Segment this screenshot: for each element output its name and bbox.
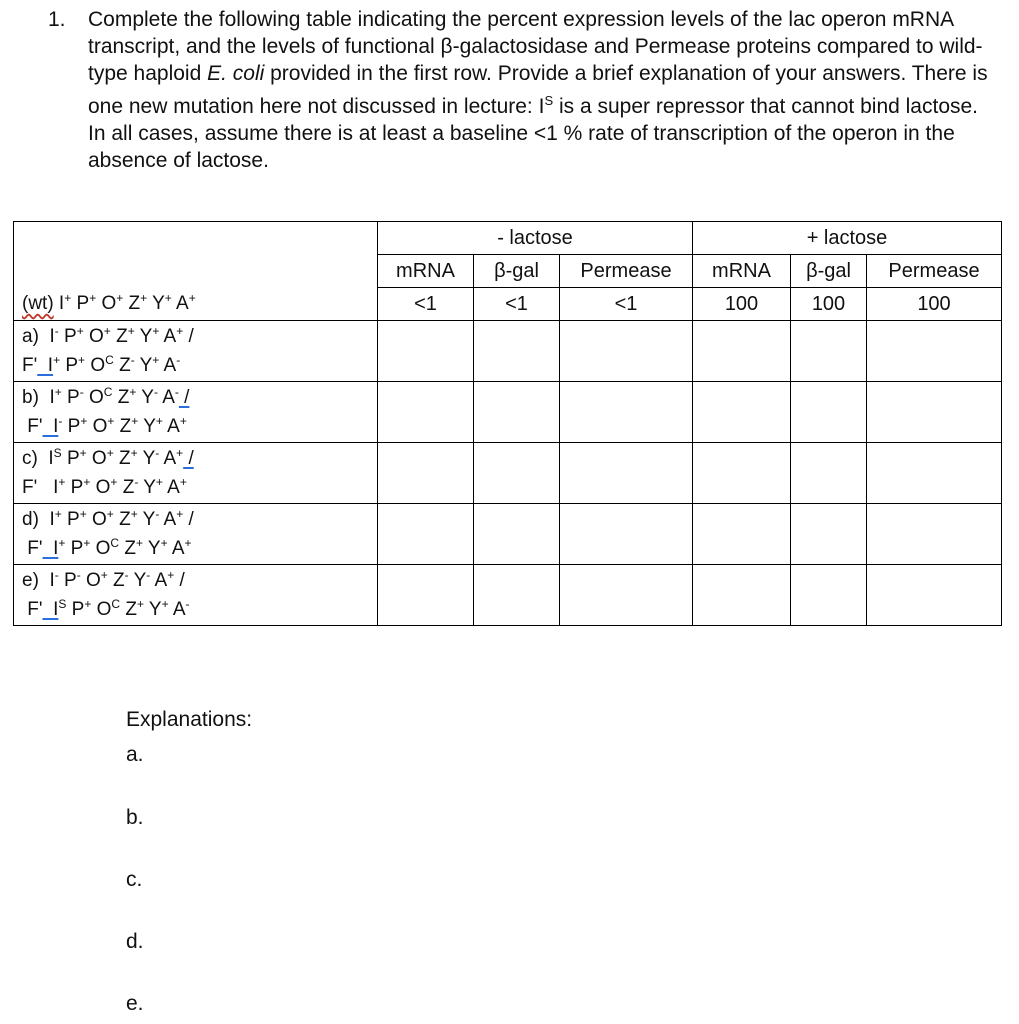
genotype-header-cell bbox=[14, 222, 378, 255]
table-cell: 100 bbox=[867, 288, 1002, 321]
col-header-permease-plus: Permease bbox=[867, 255, 1002, 288]
answer-cell[interactable] bbox=[474, 382, 560, 443]
question-text: Complete the following table indicating the percent expression levels of the lac operon mRNA transcript, and the levels of functional β-galactosidase and Permease proteins compared to wild-type haploid E. coli provided in the first row. Provide a brief explanation of your answers. There is one new mutation here not discussed in lecture: $I^S$ is a super repressor that cannot bind lactose. In all cases, assume there is at least a baseline <1 % rate of transcription of the operon in the absence of lactose. bbox=[88, 8, 988, 172]
answer-cell[interactable] bbox=[560, 443, 693, 504]
table-cell: <1 bbox=[378, 288, 474, 321]
answer-cell[interactable] bbox=[791, 565, 867, 626]
answer-cell[interactable] bbox=[867, 504, 1002, 565]
explanation-label-c: c. bbox=[126, 868, 143, 891]
minus-lactose-header: - lactose bbox=[378, 222, 693, 255]
col-header-bgal-plus: β-gal bbox=[791, 255, 867, 288]
genotype-a: a) I- P+ O+ Z+ Y+ A+ / F' I+ P+ $O^C$ Z- Y+ A- bbox=[14, 321, 378, 382]
answer-cell[interactable] bbox=[474, 443, 560, 504]
answer-cell[interactable] bbox=[378, 321, 474, 382]
table-row-a bbox=[14, 321, 1002, 382]
answer-cell[interactable] bbox=[693, 565, 791, 626]
col-header-bgal-minus: β-gal bbox=[474, 255, 560, 288]
table-cell: 100 bbox=[693, 288, 791, 321]
table-group-header-row bbox=[14, 222, 1002, 255]
explanation-label-b: b. bbox=[126, 806, 144, 829]
answer-cell[interactable] bbox=[693, 382, 791, 443]
answer-cell[interactable] bbox=[378, 443, 474, 504]
answer-cell[interactable] bbox=[867, 565, 1002, 626]
answer-cell[interactable] bbox=[474, 565, 560, 626]
answer-cell[interactable] bbox=[791, 443, 867, 504]
genotype-d: d) I+ P+ O+ Z+ Y- A+ / F' I+ P+ $O^C$ Z+ Y+ A+ bbox=[14, 504, 378, 565]
answer-cell[interactable] bbox=[378, 382, 474, 443]
answer-cell[interactable] bbox=[560, 565, 693, 626]
answer-cell[interactable] bbox=[474, 504, 560, 565]
col-header-mrna-plus: mRNA bbox=[693, 255, 791, 288]
answer-cell[interactable] bbox=[693, 321, 791, 382]
answer-cell[interactable] bbox=[791, 382, 867, 443]
col-header-mrna-minus: mRNA bbox=[378, 255, 474, 288]
table-column-header-row bbox=[14, 255, 1002, 288]
table-row-b bbox=[14, 382, 1002, 443]
explanation-label-e: e. bbox=[126, 992, 144, 1015]
answer-cell[interactable] bbox=[378, 504, 474, 565]
table-cell: <1 bbox=[474, 288, 560, 321]
genotype-c: c) $I^S$ P+ O+ Z+ Y- A+ / F' I+ P+ O+ Z- Y+ A+ bbox=[14, 443, 378, 504]
table-cell: 100 bbox=[791, 288, 867, 321]
table-row-e bbox=[14, 565, 1002, 626]
explanation-label-a: a. bbox=[126, 743, 144, 766]
expression-table bbox=[13, 221, 1002, 626]
genotype-wt: (wt) I+ P+ O+ Z+ Y+ A+ bbox=[14, 288, 378, 321]
table-row-c bbox=[14, 443, 1002, 504]
answer-cell[interactable] bbox=[560, 504, 693, 565]
explanation-label-d: d. bbox=[126, 930, 144, 953]
answer-cell[interactable] bbox=[474, 321, 560, 382]
question-number: 1. bbox=[48, 8, 66, 31]
genotype-e: e) I- P- O+ Z- Y- A+ / F' $I^S$ P+ $O^C$ Z+ Y+ A- bbox=[14, 565, 378, 626]
table-row-wt bbox=[14, 288, 1002, 321]
answer-cell[interactable] bbox=[693, 443, 791, 504]
answer-cell[interactable] bbox=[560, 382, 693, 443]
table-row-d bbox=[14, 504, 1002, 565]
answer-cell[interactable] bbox=[560, 321, 693, 382]
col-header-permease-minus: Permease bbox=[560, 255, 693, 288]
answer-cell[interactable] bbox=[791, 321, 867, 382]
answer-cell[interactable] bbox=[791, 504, 867, 565]
question-prompt bbox=[48, 6, 998, 174]
answer-cell[interactable] bbox=[693, 504, 791, 565]
table-cell: <1 bbox=[560, 288, 693, 321]
plus-lactose-header: + lactose bbox=[693, 222, 1002, 255]
answer-cell[interactable] bbox=[867, 443, 1002, 504]
explanations-title: Explanations: bbox=[126, 708, 253, 731]
answer-cell[interactable] bbox=[378, 565, 474, 626]
answer-cell[interactable] bbox=[867, 382, 1002, 443]
genotype-b: b) I+ P- $O^C$ Z+ Y- A- / F' I- P+ O+ Z+ Y+ A+ bbox=[14, 382, 378, 443]
answer-cell[interactable] bbox=[867, 321, 1002, 382]
